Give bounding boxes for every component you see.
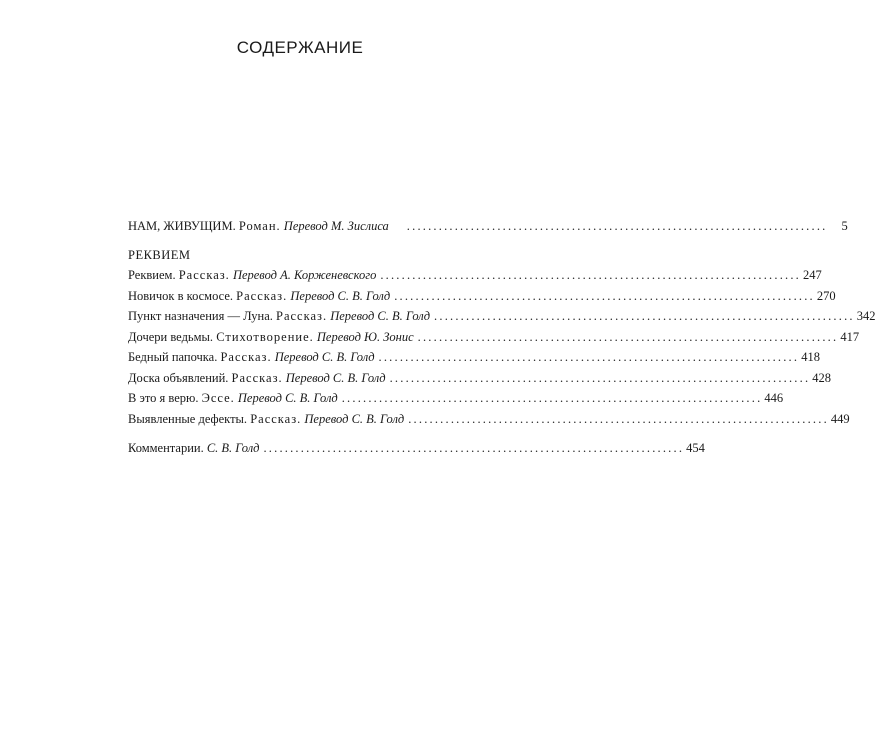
entry-title-wrap xyxy=(128,409,404,430)
entry-title: В это я верю. xyxy=(128,391,202,405)
page-title: СОДЕРЖАНИЕ xyxy=(236,38,364,57)
dot-leader: ............................................................................... xyxy=(263,441,685,455)
entry-translator: Перевод С. В. Голд xyxy=(304,411,405,426)
toc-entry xyxy=(128,347,820,368)
entry-page-number: 342 xyxy=(856,309,875,323)
entry-page-number: 454 xyxy=(686,441,705,455)
toc-entry xyxy=(128,327,860,348)
entry-page-number: 270 xyxy=(816,288,836,303)
dot-leader: ............................................................................... xyxy=(389,370,811,385)
entry-page-number: 5 xyxy=(841,219,848,233)
dot-leader: ............................................................................... xyxy=(406,219,828,233)
entry-translator: Перевод Ю. Зонис xyxy=(316,329,414,344)
entry-genre: Рассказ. xyxy=(276,309,328,323)
entry-title-wrap xyxy=(128,306,430,327)
entry-page-number: 428 xyxy=(812,370,832,385)
toc-entry xyxy=(128,286,836,307)
entry-genre: Рассказ. xyxy=(236,288,288,303)
dot-leader: ............................................................................... xyxy=(408,411,829,426)
toc-entry xyxy=(128,388,784,409)
entry-page-number: 417 xyxy=(840,329,860,344)
entry-title-wrap xyxy=(128,368,386,389)
entry-translator: Перевод С. В. Голд xyxy=(274,350,375,364)
entry-title: Дочери ведьмы. xyxy=(128,329,217,344)
entry-title: Выявленные дефекты. xyxy=(128,411,251,426)
dot-leader: ............................................................................... xyxy=(380,268,802,282)
entry-genre: Роман. xyxy=(238,219,281,233)
entry-title: Бедный папочка. xyxy=(128,350,221,364)
entry-translator: Перевод С. В. Голд xyxy=(285,370,386,385)
entry-genre: Рассказ. xyxy=(231,370,283,385)
entry-title: Доска объявлений. xyxy=(128,370,232,385)
entry-title: Пункт назначения — Луна. xyxy=(128,309,276,323)
entry-title-wrap xyxy=(128,438,259,459)
entry-translator: Перевод М. Зислиса xyxy=(283,219,389,233)
entry-genre: Эссе. xyxy=(201,391,235,405)
entry-author: С. В. Голд xyxy=(206,441,260,455)
toc-entry-commentary xyxy=(128,438,705,459)
toc-entry-novel xyxy=(128,216,848,237)
entry-title-wrap xyxy=(128,265,376,286)
entry-translator: Перевод С. В. Голд xyxy=(290,288,391,303)
entry-title-wrap xyxy=(128,286,390,307)
entry-title-wrap xyxy=(128,388,338,409)
entry-title-wrap xyxy=(128,327,414,348)
toc-section-items xyxy=(128,265,875,429)
entry-title: Новичок в космосе. xyxy=(128,288,237,303)
entry-page-number: 418 xyxy=(801,350,820,364)
toc-entry xyxy=(128,265,822,286)
dot-leader: ............................................................................... xyxy=(434,309,855,323)
entry-page-number: 449 xyxy=(830,411,850,426)
dot-leader: ............................................................................... xyxy=(394,288,815,303)
dot-leader: ............................................................................... xyxy=(417,329,839,344)
toc-entry xyxy=(128,409,850,430)
entry-genre: Рассказ. xyxy=(178,268,230,282)
entry-title-wrap xyxy=(128,216,389,237)
section-heading: РЕКВИЕМ xyxy=(128,247,191,262)
entry-genre: Рассказ. xyxy=(220,350,272,364)
dot-leader: ............................................................................... xyxy=(341,391,763,405)
entry-translator: Перевод С. В. Голд xyxy=(237,391,338,405)
entry-title-wrap xyxy=(128,347,375,368)
entry-page-number: 446 xyxy=(764,391,784,405)
dot-leader: ............................................................................... xyxy=(378,350,800,364)
entry-genre: Стихотворение. xyxy=(216,329,314,344)
table-of-contents xyxy=(128,216,875,459)
entry-title: Комментарии. xyxy=(128,441,207,455)
entry-translator: Перевод А. Корженевского xyxy=(232,268,377,282)
entry-page-number: 247 xyxy=(803,268,822,282)
toc-entry xyxy=(128,368,832,389)
entry-translator: Перевод С. В. Голд xyxy=(330,309,431,323)
spacer xyxy=(128,429,483,438)
toc-entry xyxy=(128,306,875,327)
entry-title: НАМ, ЖИВУЩИМ. xyxy=(128,219,239,233)
entry-title: Реквием. xyxy=(128,268,179,282)
entry-genre: Рассказ. xyxy=(250,411,302,426)
